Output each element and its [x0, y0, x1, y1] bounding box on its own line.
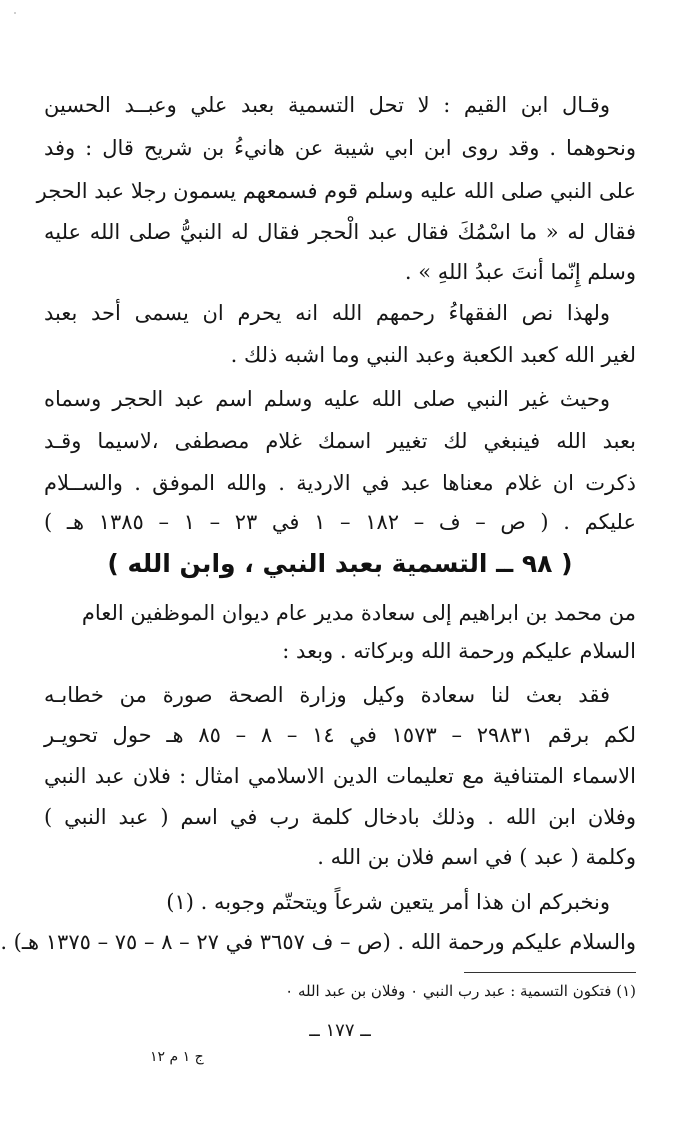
- text-line: من محمد بن ابراهيم إلى سعادة مدير عام ديوان الموظفين العام: [81, 601, 636, 625]
- text-line: على النبي صلى الله عليه وسلم قوم فسمعهم يسمون رجلا عبد الحجر: [36, 179, 636, 203]
- text-line: ذكرت ان غلام معناها عبد في الاردية . والله الموفق . والســلام: [44, 471, 636, 495]
- text-line: وكلمة ( عبد ) في اسم فلان بن الله .: [317, 845, 636, 869]
- text-line: والسلام عليكم ورحمة الله . (ص – ف ٣٦٥٧ في ٢٧ – ٨ – ٧٥ – ١٣٧٥ هـ) .: [0, 930, 636, 954]
- section-heading: ( ٩٨ ــ التسمية بعبد النبي ، وابن الله ): [107, 549, 573, 578]
- text-line: ولهذا نص الفقهاءُ رحمهم الله انه يحرم ان يسمى أحد بعبد: [44, 301, 610, 325]
- scan-speck: [14, 12, 16, 14]
- text-line: عليكم . ( ص – ف – ١٨٢ – ١ في ٢٣ – ١ – ١٣٨٥ هـ ): [44, 510, 636, 534]
- text-line: الاسماء المتنافية مع تعليمات الدين الاسلامي امثال : فلان عبد النبي: [44, 764, 636, 788]
- text-line: ونخبركم ان هذا أمر يتعين شرعاً ويتحتّم وجوبه . (١): [166, 890, 610, 914]
- text-line: فقال له « ما اسْمُكَ فقال عبد الْحجر فقال له النبيُّ صلى الله عليه: [44, 220, 636, 244]
- text-line: بعبد الله فينبغي لك تغيير اسمك غلام مصطفى ،لاسيما وقـد: [44, 429, 636, 453]
- text-line: لكم برقم ٢٩٨٣١ – ١٥٧٣ في ١٤ – ٨ – ٨٥ هـ حول تحويـر: [44, 723, 636, 747]
- text-line: وقـال ابن القيم : لا تحل التسمية بعبد علي وعبــد الحسين: [44, 93, 610, 117]
- signature-mark: ج ١ م ١٢: [150, 1049, 204, 1065]
- footnote-separator: [464, 972, 636, 973]
- text-line: لغير الله كعبد الكعبة وعبد النبي وما اشبه ذلك .: [230, 343, 636, 367]
- text-line: فقد بعث لنا سعادة وكيل وزارة الصحة صورة من خطابـه: [44, 683, 610, 707]
- text-line: وفلان ابن الله . وذلك بادخال كلمة رب في اسم ( عبد النبي ): [44, 805, 636, 829]
- text-line: السلام عليكم ورحمة الله وبركاته . وبعد :: [282, 639, 636, 663]
- text-line: وسلم إِنّما أنتَ عبدُ اللهِ » .: [404, 260, 636, 284]
- text-line: وحيث غير النبي صلى الله عليه وسلم اسم عبد الحجر وسماه: [44, 387, 610, 411]
- text-line: ونحوهما . وقد روى ابن ابي شيبة عن هانيءُ بن شريح قال : وفد: [44, 136, 636, 160]
- page-number: ــ ١٧٧ ــ: [309, 1020, 371, 1041]
- footnote: (١) فتكون التسمية : عبد رب النبي ٠ وفلان بن عبد الله ٠: [285, 982, 636, 1000]
